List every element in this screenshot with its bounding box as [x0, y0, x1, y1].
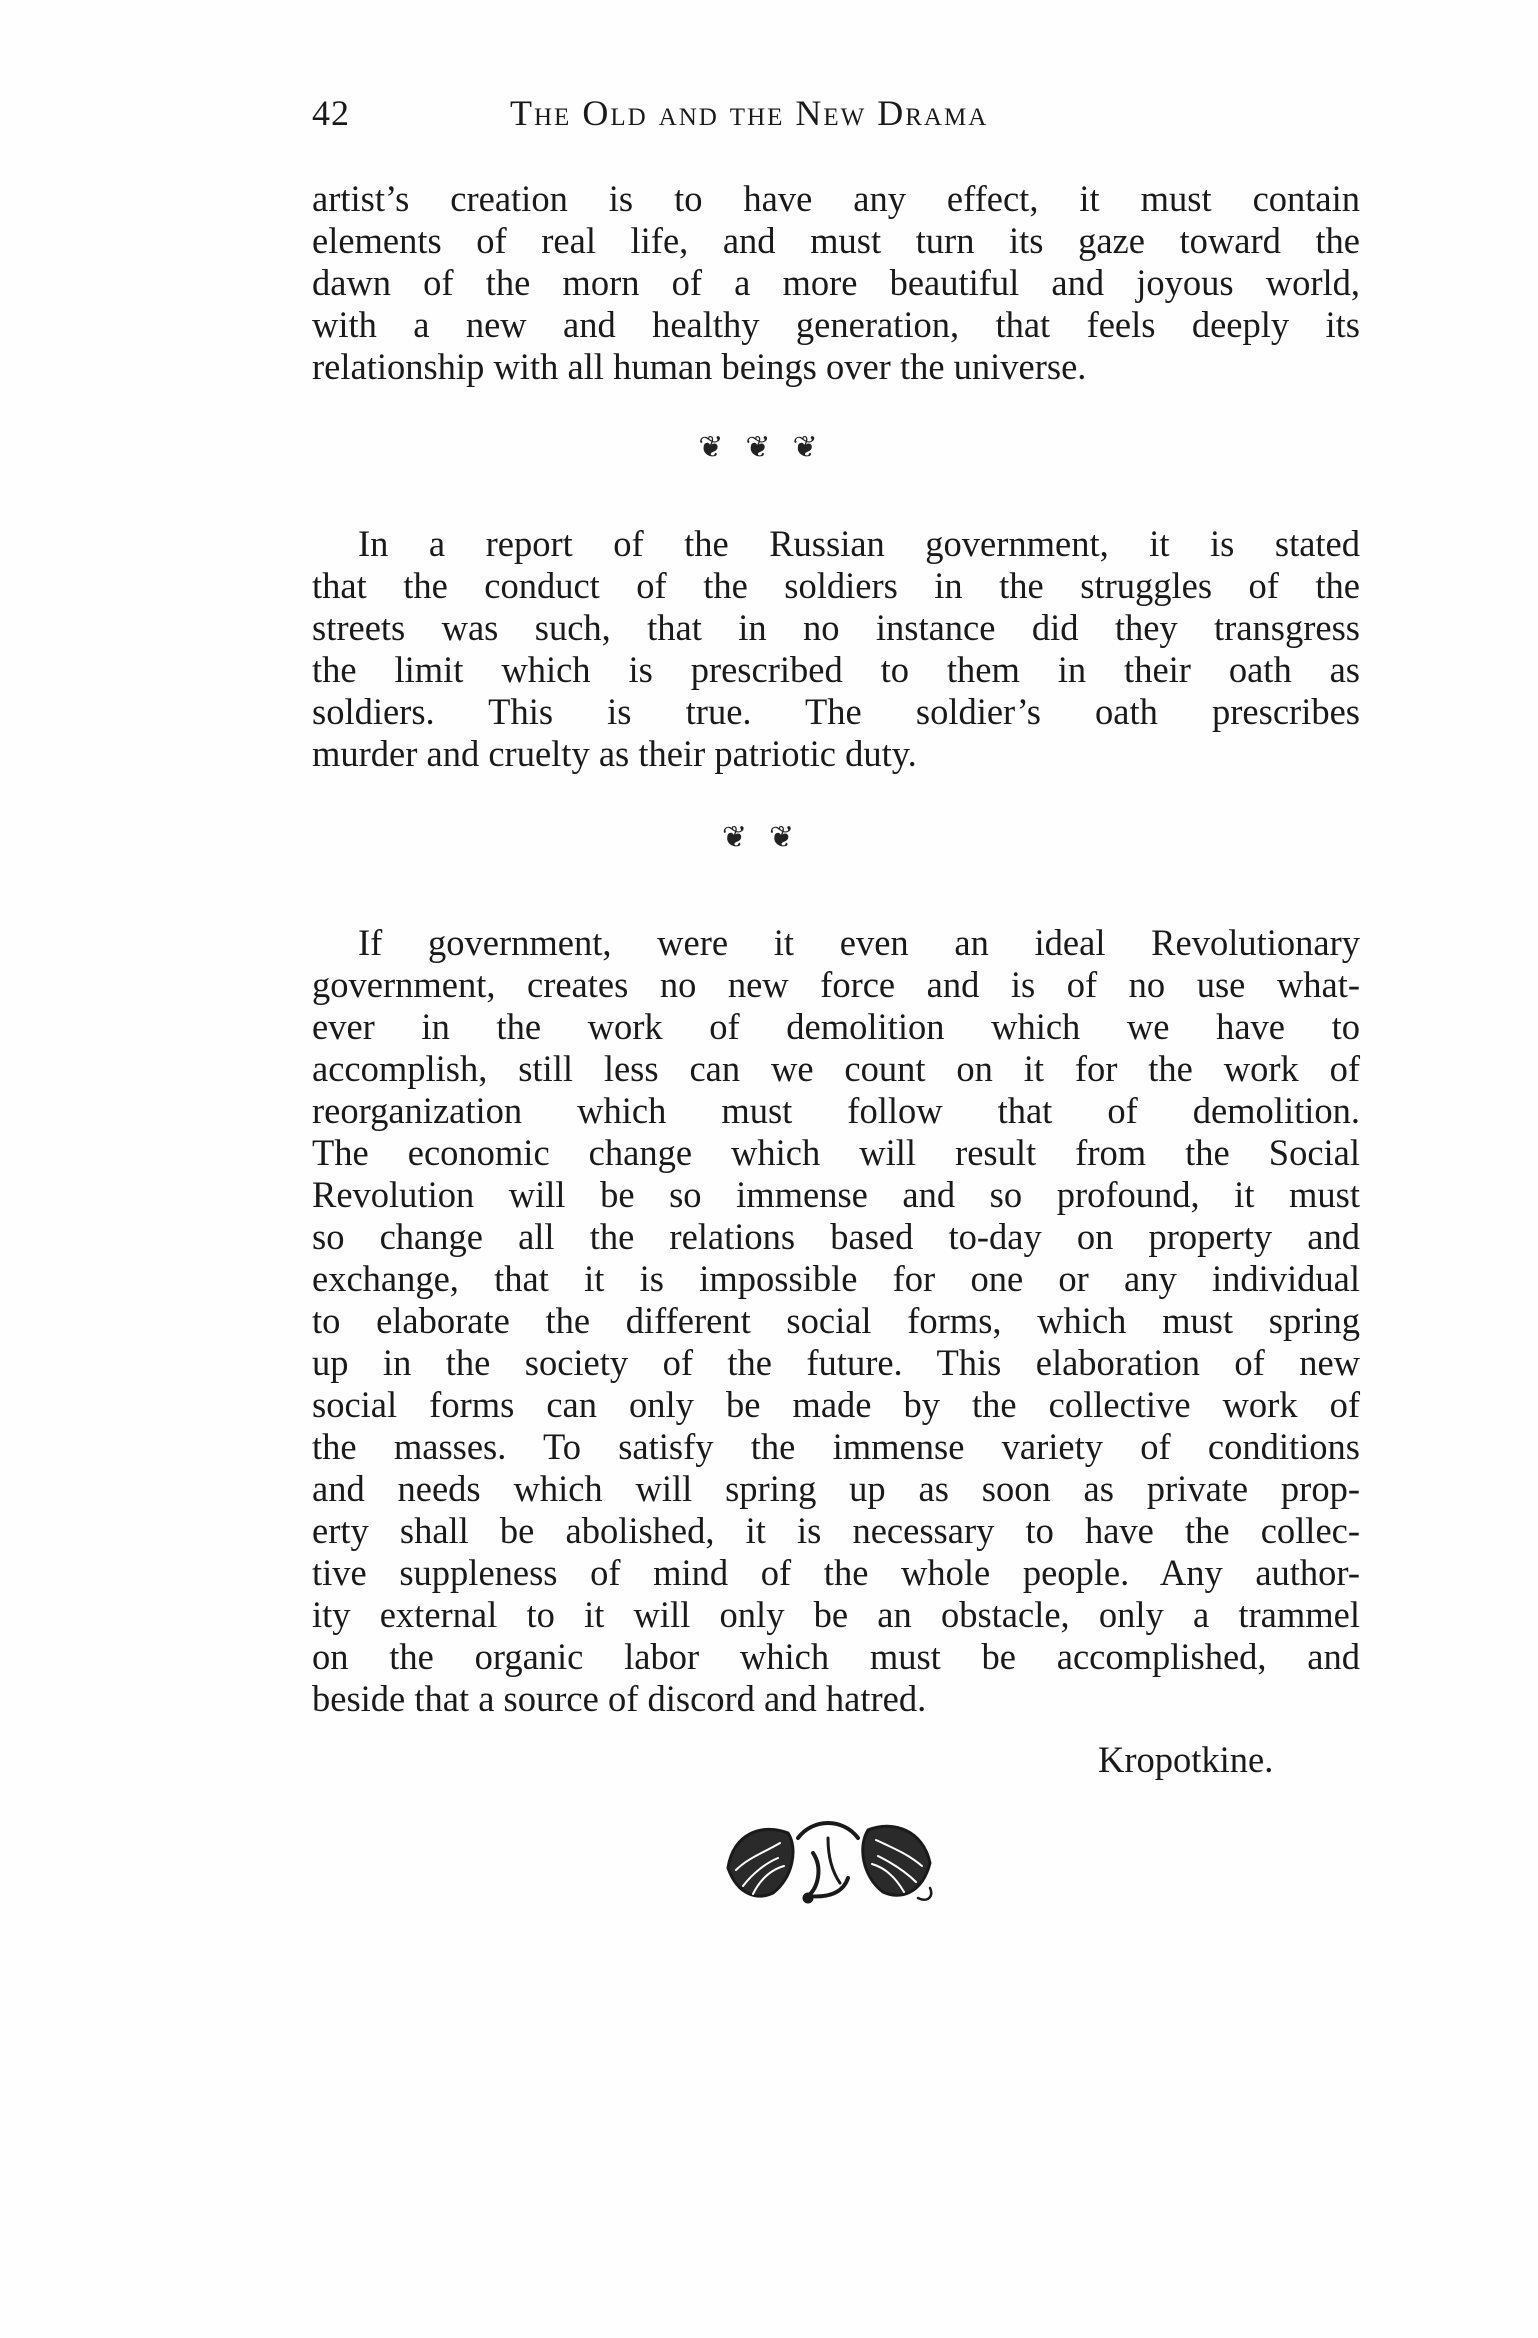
text-line: government, creates no new force and is of no use what- [312, 964, 1360, 1005]
text-line: exchange, that it is impossible for one or any individual [312, 1258, 1360, 1299]
text-line: relationship with all human beings over the universe. [312, 346, 1087, 387]
text-line: the masses. To satisfy the immense variety of conditions [312, 1426, 1360, 1467]
running-title: The Old and the New Drama [510, 93, 989, 133]
leaf-scroll-tailpiece-icon [718, 1808, 940, 1908]
text-line: erty shall be abolished, it is necessary to have the collec- [312, 1510, 1360, 1551]
text-line: on the organic labor which must be accomplished, and [312, 1636, 1360, 1677]
text-line: ever in the work of demolition which we have to [312, 1006, 1360, 1047]
paragraph-3 [312, 922, 1360, 1720]
page-header [312, 92, 1362, 142]
paragraph-2-text [312, 523, 1360, 775]
text-line: elements of real life, and must turn its gaze toward the [312, 220, 1360, 261]
page-number: 42 [312, 93, 350, 133]
text-line: tive suppleness of mind of the whole people. Any author- [312, 1552, 1360, 1593]
paragraph-2 [312, 523, 1360, 775]
text-line: reorganization which must follow that of demolition. [312, 1090, 1360, 1131]
text-line: In a report of the Russian government, it is stated [358, 523, 1360, 564]
text-line: with a new and healthy generation, that feels deeply its [312, 304, 1360, 345]
text-line: beside that a source of discord and hatred. [312, 1678, 927, 1719]
text-line: ity external to it will only be an obstacle, only a trammel [312, 1594, 1360, 1635]
text-line: that the conduct of the soldiers in the struggles of the [312, 565, 1360, 606]
text-line: Revolution will be so immense and so profound, it must [312, 1174, 1360, 1215]
text-line: artist’s creation is to have any effect, it must contain [312, 178, 1360, 219]
paragraph-1-text [312, 178, 1360, 388]
section-ornament-two-leaves: ❦❦ [721, 821, 817, 854]
text-line: The economic change which will result from the Social [312, 1132, 1360, 1173]
text-line: streets was such, that in no instance did they transgress [312, 607, 1360, 648]
paragraph-1 [312, 178, 1360, 388]
text-line: to elaborate the different social forms, which must spring [312, 1300, 1360, 1341]
text-line: soldiers. This is true. The soldier’s oath prescribes [312, 691, 1360, 732]
text-line: accomplish, still less can we count on it for the work of [312, 1048, 1360, 1089]
text-line: If government, were it even an ideal Revolutionary [358, 922, 1360, 963]
text-line: murder and cruelty as their patriotic duty. [312, 733, 917, 774]
text-line: the limit which is prescribed to them in their oath as [312, 649, 1360, 690]
author-signature: Kropotkine. [1098, 1739, 1274, 1780]
text-line: dawn of the morn of a more beautiful and joyous world, [312, 262, 1360, 303]
text-line: and needs which will spring up as soon as private prop- [312, 1468, 1360, 1509]
section-ornament-three-leaves: ❦❦❦ [698, 431, 840, 464]
text-line: social forms can only be made by the collective work of [312, 1384, 1360, 1425]
text-line: so change all the relations based to-day on property and [312, 1216, 1360, 1257]
text-line: up in the society of the future. This elaboration of new [312, 1342, 1360, 1383]
paragraph-3-text [312, 922, 1360, 1720]
